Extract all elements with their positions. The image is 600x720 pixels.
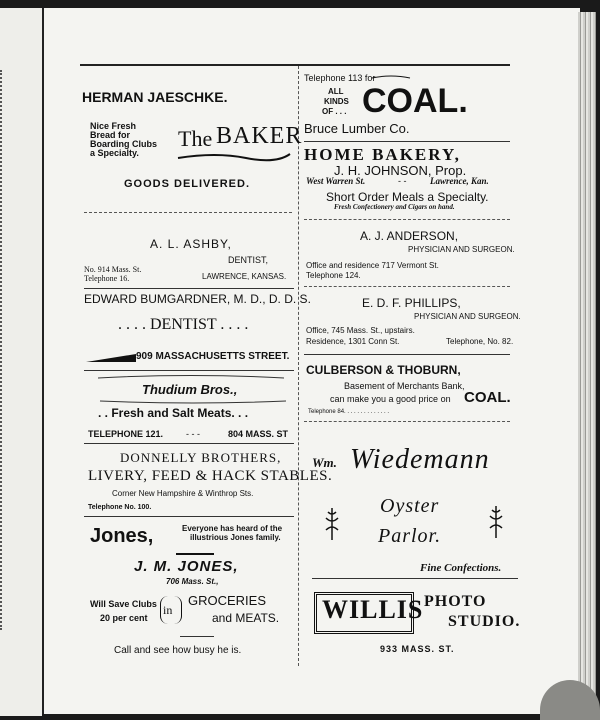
- divider: [84, 212, 292, 213]
- jones-name: J. M. JONES,: [134, 558, 239, 575]
- anderson-office: Office and residence 717 Vermont St.: [306, 261, 439, 270]
- jones-clubs-2: 20 per cent: [100, 613, 148, 623]
- anderson-title: PHYSICIAN AND SURGEON.: [408, 245, 515, 254]
- culberson-location: Basement of Merchants Bank,: [344, 381, 465, 391]
- divider: [180, 636, 214, 637]
- left-page-edge: [0, 8, 42, 716]
- phillips-title: PHYSICIAN AND SURGEON.: [414, 312, 521, 321]
- column-divider: [298, 66, 299, 666]
- wiedemann-confections: Fine Confections.: [420, 562, 502, 574]
- pointer-icon: [86, 352, 136, 364]
- culberson-coal: COAL.: [464, 389, 511, 406]
- wiedemann-name: Wiedemann: [350, 444, 490, 475]
- coal-of: OF . . .: [322, 107, 347, 116]
- thudium-dashes: - - -: [186, 429, 200, 439]
- wiedemann-line1: Oyster: [380, 495, 440, 517]
- coal-telephone: Telephone 113 for: [304, 73, 376, 83]
- jones-in: in: [163, 603, 173, 617]
- divider: [84, 516, 294, 517]
- ashby-title: DENTIST,: [228, 255, 269, 265]
- jaeschke-tag-1: Nice Fresh: [90, 121, 137, 131]
- thudium-name: Thudium Bros.,: [142, 382, 238, 397]
- swash-rule-icon: [98, 397, 288, 405]
- divider: [176, 553, 214, 555]
- thudium-address: 804 MASS. ST: [228, 429, 289, 439]
- wiedemann-prefix: Wm.: [312, 455, 337, 470]
- home-bakery-city: Lawrence, Kan.: [430, 176, 489, 186]
- jones-closing: Call and see how busy he is.: [114, 645, 242, 656]
- page-stack-edge: [578, 12, 596, 702]
- donnelly-location: Corner New Hampshire & Winthrop Sts.: [112, 489, 254, 498]
- baker-flourish-icon: [176, 150, 292, 162]
- willis-address: 933 MASS. ST.: [380, 644, 455, 654]
- jones-tagline-2: illustrious Jones family.: [190, 533, 281, 542]
- jones-clubs-1: Will Save Clubs: [90, 599, 157, 609]
- divider: [84, 288, 294, 289]
- jones-address: 706 Mass. St.,: [166, 577, 219, 586]
- fleuron-icon: [324, 508, 340, 540]
- jaeschke-tag-2: Bread for: [90, 130, 131, 140]
- willis-logo: WILLIS: [322, 595, 424, 624]
- phillips-office: Office, 745 Mass. St., upstairs.: [306, 326, 415, 335]
- divider: [84, 443, 294, 444]
- thudium-goods: . . Fresh and Salt Meats. . .: [98, 406, 249, 420]
- bumgardner-address: 909 MASSACHUSETTS STREET.: [136, 351, 290, 362]
- donnelly-telephone: Telephone No. 100.: [88, 504, 152, 511]
- phillips-residence: Residence, 1301 Conn St.: [306, 337, 400, 346]
- phillips-name: E. D. F. PHILLIPS,: [362, 296, 461, 310]
- swash-rule-icon: [370, 74, 412, 82]
- divider: [304, 354, 510, 355]
- ashby-name: A. L. ASHBY,: [150, 237, 232, 251]
- home-bakery-owner: J. H. JOHNSON, Prop.: [334, 163, 467, 178]
- anderson-name: A. J. ANDERSON,: [360, 229, 459, 243]
- home-bakery-name: HOME BAKERY,: [304, 145, 461, 164]
- coal-all: ALL: [328, 87, 344, 96]
- divider: [84, 370, 294, 371]
- divider: [304, 421, 510, 422]
- culberson-pitch: can make you a good price on: [330, 394, 451, 404]
- jaeschke-tag-4: a Specialty.: [90, 148, 139, 158]
- coal-company: Bruce Lumber Co.: [304, 121, 410, 136]
- wiedemann-line2: Parlor.: [378, 525, 442, 547]
- donnelly-name: DONNELLY BROTHERS,: [120, 450, 282, 465]
- jaeschke-delivery: GOODS DELIVERED.: [124, 178, 251, 190]
- binding-stitches: [0, 70, 6, 630]
- thudium-telephone: TELEPHONE 121.: [88, 429, 164, 439]
- phillips-telephone: Telephone, No. 82.: [446, 337, 514, 346]
- divider: [304, 141, 510, 142]
- willis-studio: STUDIO.: [448, 613, 521, 630]
- jones-headline: Jones,: [90, 525, 154, 547]
- ashby-telephone: Telephone 16.: [84, 274, 130, 283]
- fleuron-icon: [488, 506, 504, 538]
- jones-tagline-1: Everyone has heard of the: [182, 524, 283, 533]
- coal-kinds: KINDS: [324, 97, 349, 106]
- ashby-address: No. 914 Mass. St.: [84, 265, 142, 274]
- ashby-city: LAWRENCE, KANSAS.: [202, 272, 287, 281]
- baker-logo: BAKER: [216, 123, 303, 149]
- anderson-telephone: Telephone 124.: [306, 271, 361, 280]
- culberson-telephone: Telephone 84. . . . . . . . . . . . . .: [308, 409, 390, 415]
- jaeschke-tag-3: Boarding Clubs: [90, 139, 157, 149]
- culberson-name: CULBERSON & THOBURN,: [306, 363, 461, 377]
- donnelly-business: LIVERY, FEED & HACK STABLES.: [88, 468, 333, 484]
- bumgardner-name: EDWARD BUMGARDNER, M. D., D. D. S.: [84, 292, 311, 306]
- divider: [304, 286, 510, 287]
- top-rule: [80, 64, 510, 66]
- willis-photo: PHOTO: [424, 593, 487, 610]
- bumgardner-title: . . . . DENTIST . . . .: [118, 316, 249, 333]
- home-bakery-specialty: Short Order Meals a Specialty.: [326, 190, 489, 204]
- home-bakery-street: West Warren St.: [306, 176, 366, 186]
- jones-goods-1: GROCERIES: [188, 593, 267, 608]
- jaeschke-name: HERMAN JAESCHKE.: [82, 89, 228, 105]
- baker-logo-the: The: [178, 126, 213, 151]
- divider: [312, 578, 518, 579]
- home-bakery-extras: Fresh Confectionery and Cigars on hand.: [334, 203, 455, 211]
- coal-big: COAL.: [362, 82, 468, 120]
- jones-goods-2: and MEATS.: [212, 611, 280, 625]
- divider: [304, 219, 510, 220]
- home-bakery-dashes: - -: [398, 176, 407, 186]
